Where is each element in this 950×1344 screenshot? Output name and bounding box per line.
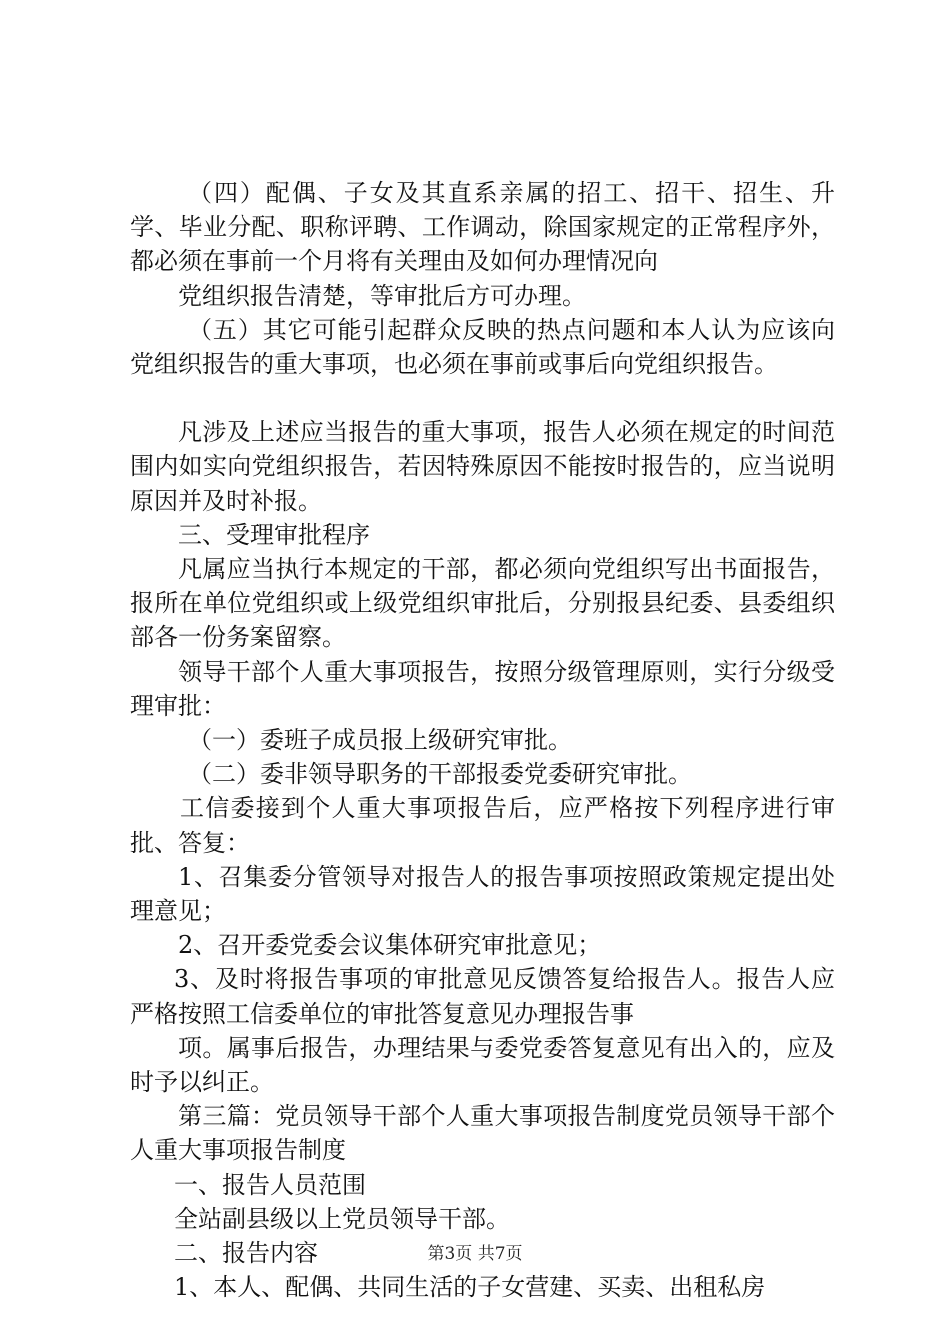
list-item-step-2: 2、召开委党委会议集体研究审批意见； xyxy=(178,931,602,960)
list-item-approval-2: （二）委非领导职务的干部报委党委研究审批。 xyxy=(188,760,692,789)
paragraph-item-4: （四）配偶、子女及其直系亲属的招工、招干、招生、升学、毕业分配、职称评聘、工作调动，除国家规定的正常程序外，都必须在事前一个月将有关理由及如何办理情况向 xyxy=(130,179,835,276)
section-heading-report-content: 二、报告内容 xyxy=(174,1239,318,1268)
page-number: 第3页 共7页 xyxy=(427,1244,523,1264)
paragraph-approval-steps-intro: 工信委接到个人重大事项报告后，应严格按下列程序进行审批、答复： xyxy=(130,794,835,857)
list-item-step-3: 3、及时将报告事项的审批意见反馈答复给报告人。报告人应严格按照工信委单位的审批答复意见办理报告事 xyxy=(130,965,835,1028)
paragraph-reporting-scope: 全站副县级以上党员领导干部。 xyxy=(174,1204,510,1233)
paragraph-item-5: （五）其它可能引起群众反映的热点问题和本人认为应该向党组织报告的重大事项，也必须在事前或事后向党组织报告。 xyxy=(130,315,835,379)
paragraph-item-4-continued: 党组织报告清楚，等审批后方可办理。 xyxy=(178,281,586,310)
list-item-content-1: 1、本人、配偶、共同生活的子女营建、买卖、出租私房 xyxy=(174,1273,766,1302)
list-item-step-1: 1、召集委分管领导对报告人的报告事项按照政策规定提出处理意见； xyxy=(130,862,835,926)
section-heading-approval-procedure: 三、受理审批程序 xyxy=(178,520,370,549)
paragraph-reporting-rule: 凡涉及上述应当报告的重大事项，报告人必须在规定的时间范围内如实向党组织报告，若因特殊原因不能按时报告的，应当说明原因并及时补报。 xyxy=(130,418,835,515)
paragraph-graded-approval: 领导干部个人重大事项报告，按照分级管理原则，实行分级受理审批： xyxy=(130,657,835,720)
list-item-step-3-continued: 项。属事后报告，办理结果与委党委答复意见有出入的，应及时予以纠正。 xyxy=(130,1033,835,1097)
paragraph-gap xyxy=(130,381,835,415)
chapter-heading-part-three: 第三篇：党员领导干部个人重大事项报告制度党员领导干部个人重大事项报告制度 xyxy=(130,1102,835,1165)
paragraph-written-report: 凡属应当执行本规定的干部，都必须向党组织写出书面报告，报所在单位党组织或上级党组织审批后，分别报县纪委、县委组织部各一份务案留察。 xyxy=(130,555,835,652)
section-heading-reporting-scope: 一、报告人员范围 xyxy=(174,1170,366,1199)
document-body xyxy=(130,176,835,1305)
list-item-approval-1: （一）委班子成员报上级研究审批。 xyxy=(188,726,572,755)
